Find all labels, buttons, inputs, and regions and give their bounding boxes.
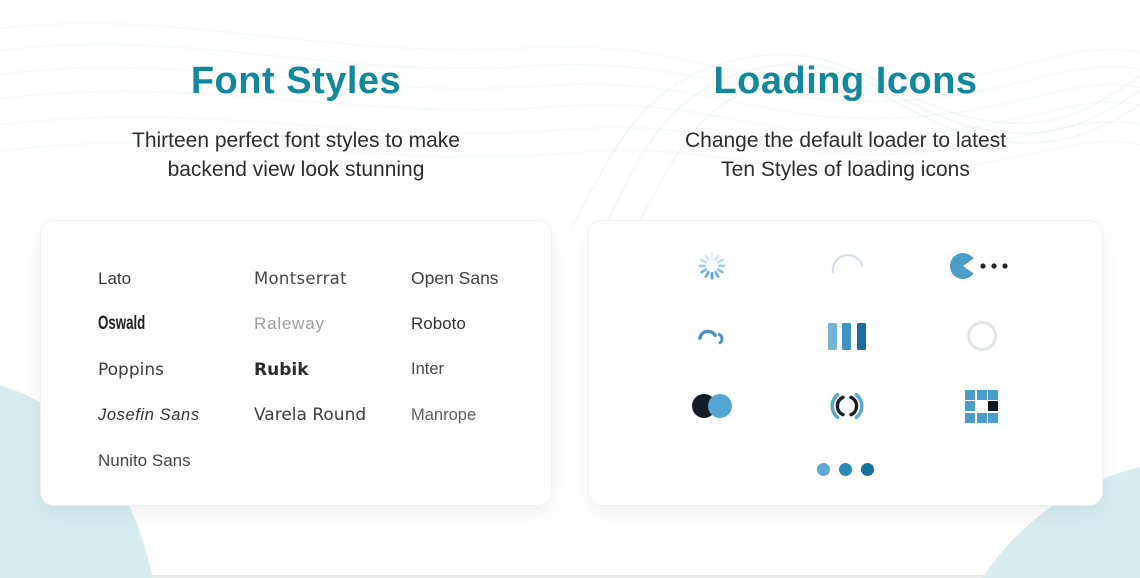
pacman-loader-icon <box>914 231 1049 301</box>
font-sample-varela-round: Varela Round <box>254 405 367 426</box>
bars-loader-icon <box>779 301 914 371</box>
bar-medium <box>842 323 851 350</box>
loading-icons-subtitle-line2: Ten Styles of loading icons <box>721 158 970 181</box>
font-sample-open-sans: Open Sans <box>411 268 499 289</box>
double-crescent-spinner-icon <box>644 301 779 371</box>
font-sample-rubik: Rubik <box>254 359 309 380</box>
grid-empty-cell <box>977 401 987 411</box>
loading-icons-section <box>588 58 1103 506</box>
loading-icons-subtitle <box>588 126 1103 184</box>
font-sample-inter: Inter <box>411 360 445 379</box>
font-sample-lato: Lato <box>98 268 132 288</box>
dual-ring-loader-icon <box>779 371 914 441</box>
dot-medium <box>839 463 852 476</box>
dash-spinner-icon <box>644 231 779 301</box>
grid-squares-loader-icon <box>914 371 1049 441</box>
font-styles-title: Font Styles <box>190 60 402 102</box>
font-styles-card <box>40 220 552 506</box>
font-styles-subtitle-line2: backend view look stunning <box>167 158 425 181</box>
font-list <box>41 221 551 484</box>
font-sample-montserrat: Montserrat <box>254 268 347 288</box>
dot-light <box>817 463 830 476</box>
font-styles-subtitle <box>40 126 552 184</box>
bar-light <box>828 323 837 350</box>
font-sample-roboto: Roboto <box>411 314 466 334</box>
font-styles-subtitle-line1: Thirteen perfect font styles to make <box>132 129 460 152</box>
dot-dark <box>861 463 874 476</box>
blue-circle <box>708 394 732 418</box>
loading-icons-subtitle-line1: Change the default loader to latest <box>684 129 1007 152</box>
font-sample-nunito-sans: Nunito Sans <box>98 450 191 470</box>
bar-dark <box>857 323 866 350</box>
font-sample-manrope: Manrope <box>411 405 477 424</box>
arc-spinner-icon <box>779 231 914 301</box>
loading-icons-card <box>588 220 1103 506</box>
dots-loader-icon <box>589 441 1102 497</box>
font-sample-raleway: Raleway <box>254 314 325 334</box>
font-sample-oswald: Oswald <box>98 313 146 335</box>
ring-loader-icon <box>914 301 1049 371</box>
font-sample-poppins: Poppins <box>98 359 164 380</box>
loading-icons-title: Loading Icons <box>713 60 978 102</box>
loader-grid <box>589 221 1102 441</box>
duo-circles-loader-icon <box>644 371 779 441</box>
font-sample-josefin-sans: Josefin Sans <box>98 405 200 424</box>
grid-dark-cell <box>988 401 998 411</box>
font-styles-section <box>40 58 552 506</box>
